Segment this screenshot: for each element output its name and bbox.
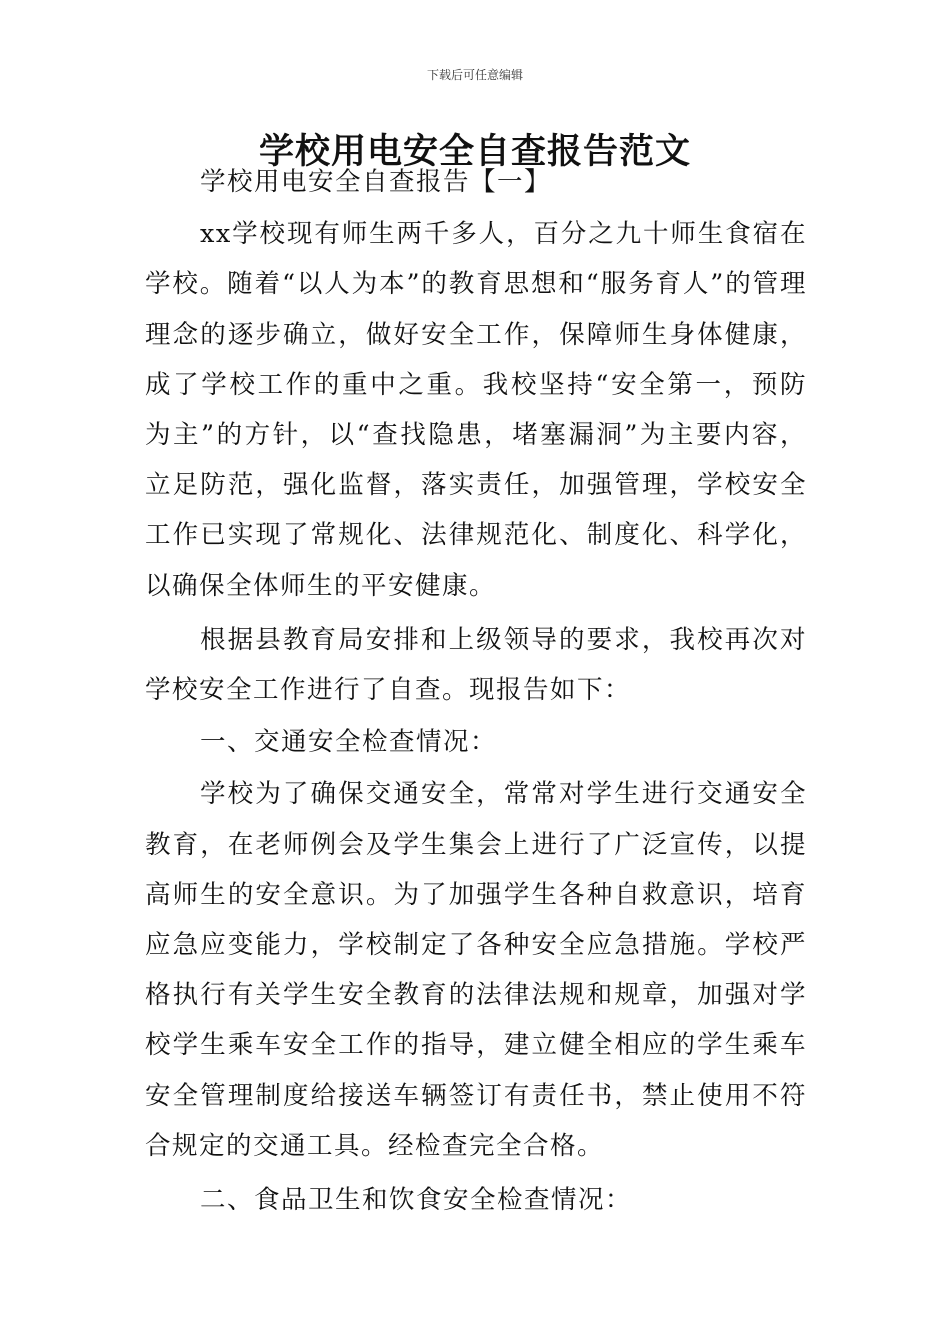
section-heading-1: 学校用电安全自查报告【一】: [200, 167, 552, 197]
paragraph-self-check: 根据县教育局安排和上级领导的要求，我校再次对学校安全工作进行了自查。现报告如下：: [145, 624, 807, 706]
paragraph-traffic: 学校为了确保交通安全，常常对学生进行交通安全教育，在老师例会及学生集会上进行了广泛宣传，以提高师生的安全意识。为了加强学生各种自救意识，培育应急应变能力，学校制定了各种安全应急措施。学校严格执行有关学生安全教育的法律法规和规章，加强对学校学生乘车安全工作的指导，建立健全相应的学生乘车安全管理制度给接送车辆签订有责任书，禁止使用不符合规定的交通工具。经检查完全合格。: [145, 779, 807, 1161]
paragraph-intro: xx学校现有师生两千多人，百分之九十师生食宿在学校。随着“以人为本”的教育思想和“服务育人”的管理理念的逐步确立，做好安全工作，保障师生身体健康，成了学校工作的重中之重。我校坚持“安全第一，预防为主”的方针，以“查找隐患，堵塞漏洞”为主要内容，立足防范，强化监督，落实责任，加强管理，学校安全工作已实现了常规化、法律规范化、制度化、科学化，以确保全体师生的平安健康。: [145, 219, 807, 601]
header-note: 下载后可任意编辑: [426, 68, 523, 82]
document-body: [145, 157, 807, 1225]
section-food-heading: 二、食品卫生和饮食安全检查情况：: [200, 1185, 633, 1216]
document-title: 学校用电安全自查报告范文: [258, 132, 691, 172]
section-traffic-heading: 一、交通安全检查情况：: [200, 727, 498, 758]
